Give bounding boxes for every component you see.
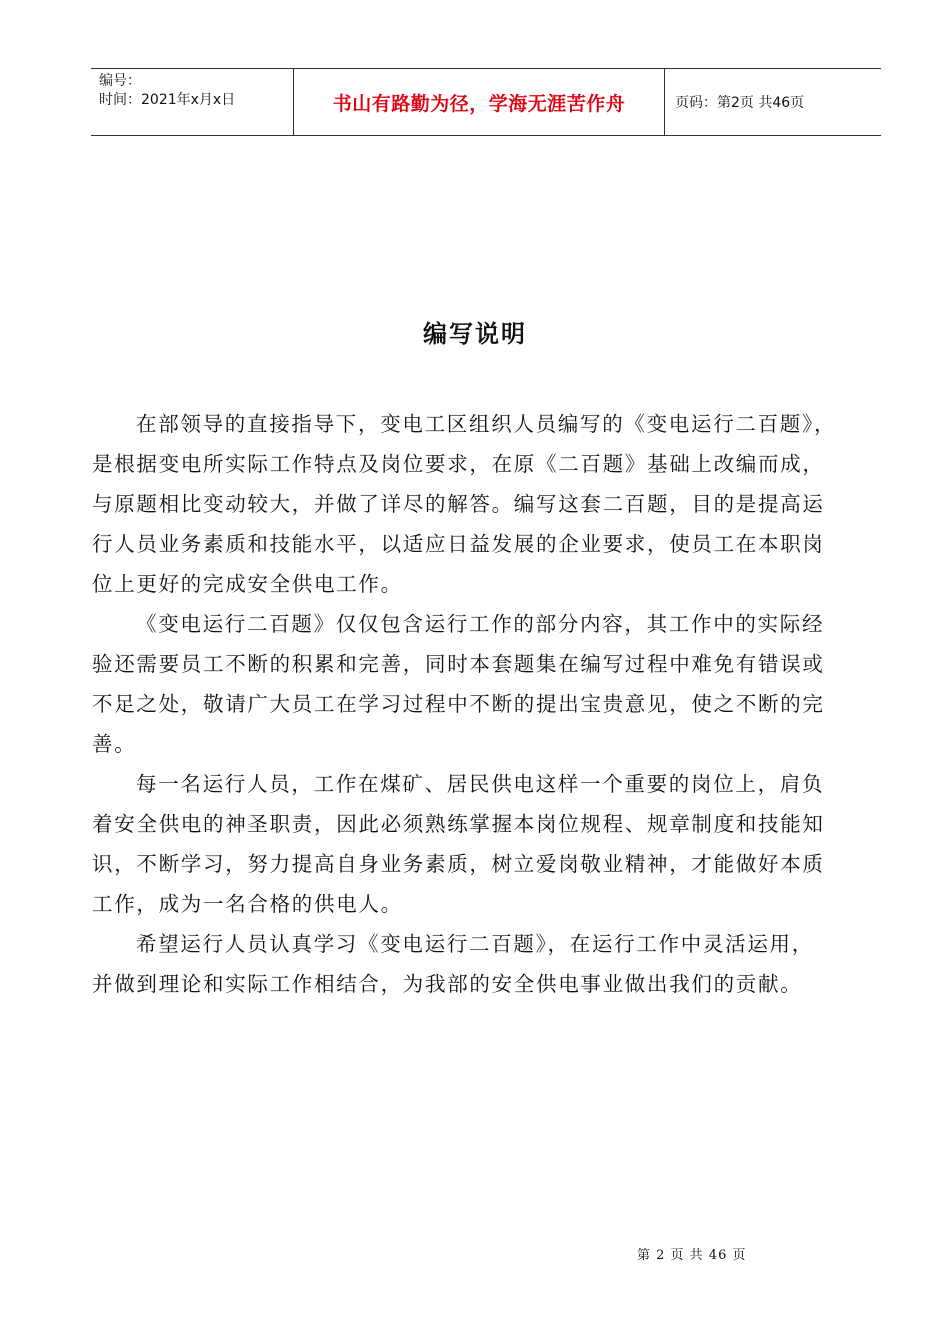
paragraph bbox=[92, 764, 892, 924]
text-line: 不足之处，敬请广大员工在学习过程中不断的提出宝贵意见，使之不断的完 bbox=[92, 692, 825, 716]
text-line: 位上更好的完成安全供电工作。 bbox=[92, 572, 403, 596]
document-number-label: 编号： bbox=[99, 73, 141, 89]
header-page-info: 页码：第2页 共46页 bbox=[675, 95, 805, 111]
text-line: 工作，成为一名合格的供电人。 bbox=[92, 892, 403, 916]
paragraph bbox=[92, 924, 892, 1004]
text-line: 与原题相比变动较大，并做了详尽的解答。编写这套二百题，目的是提高运 bbox=[92, 492, 825, 516]
paragraph bbox=[92, 604, 892, 764]
text-line: 每一名运行人员，工作在煤矿、居民供电这样一个重要的岗位上，肩负 bbox=[136, 772, 825, 796]
text-line: 善。 bbox=[92, 732, 137, 756]
page-footer: 第 2 页 共 46 页 bbox=[637, 1248, 747, 1263]
document-title: 编写说明 bbox=[423, 320, 527, 348]
text-line: 验还需要员工不断的积累和完善，同时本套题集在编写过程中难免有错误或 bbox=[92, 652, 825, 676]
text-line: 并做到理论和实际工作相结合，为我部的安全供电事业做出我们的贡献。 bbox=[92, 972, 803, 996]
header-motto: 书山有路勤为径，学海无涯苦作舟 bbox=[293, 69, 665, 135]
text-line: 《变电运行二百题》仅仅包含运行工作的部分内容，其工作中的实际经 bbox=[136, 612, 825, 636]
text-line: 在部领导的直接指导下，变电工区组织人员编写的《变电运行二百题》， bbox=[136, 412, 837, 436]
text-line: 希望运行人员认真学习《变电运行二百题》，在运行工作中灵活运用， bbox=[136, 932, 814, 956]
text-line: 行人员业务素质和技能水平，以适应日益发展的企业要求，使员工在本职岗 bbox=[92, 532, 825, 556]
paragraph bbox=[92, 404, 892, 604]
text-line: 识，不断学习，努力提高自身业务素质，树立爱岗敬业精神，才能做好本质 bbox=[92, 852, 825, 876]
document-time-label: 时间：2021年x月x日 bbox=[99, 92, 236, 108]
header-meta bbox=[91, 69, 293, 135]
text-line: 着安全供电的神圣职责，因此必须熟练掌握本岗位规程、规章制度和技能知 bbox=[92, 812, 825, 836]
document-body bbox=[92, 404, 892, 1004]
page-header bbox=[91, 68, 881, 136]
text-line: 是根据变电所实际工作特点及岗位要求，在原《二百题》基础上改编而成， bbox=[92, 452, 825, 476]
